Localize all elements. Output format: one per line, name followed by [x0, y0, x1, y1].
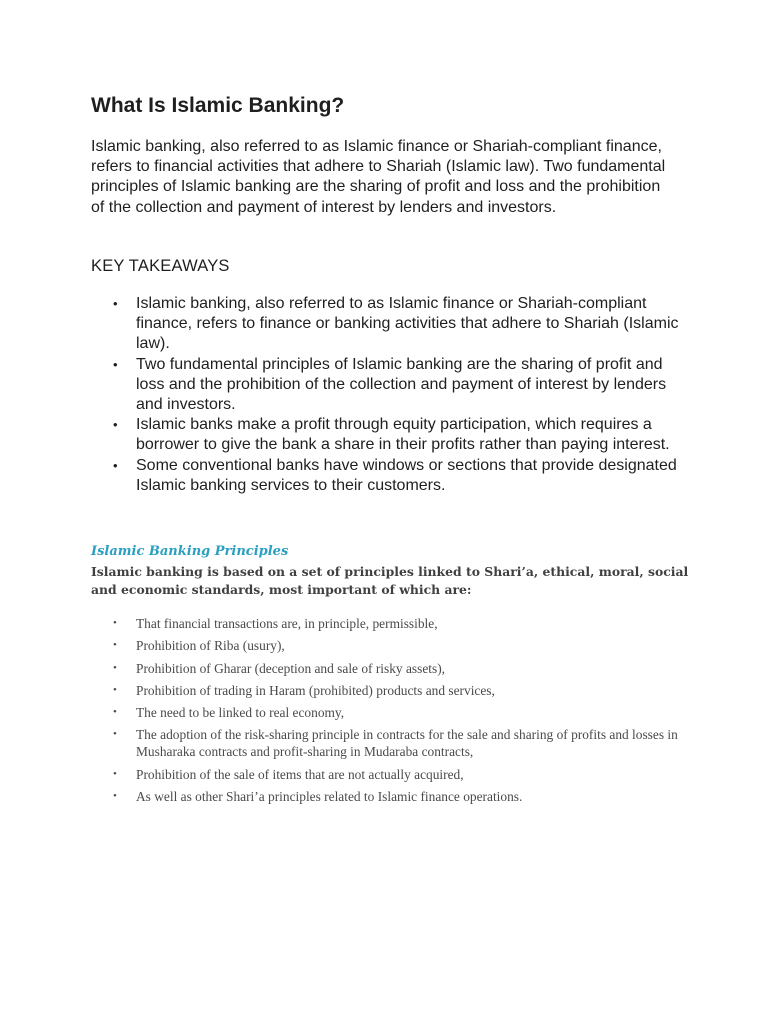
principles-list	[91, 615, 691, 810]
list-item-text: The need to be linked to real economy,	[136, 705, 345, 721]
list-item-text: The adoption of the risk-sharing principle in contracts for the sale and sharing of profits and losses in Musharaka contracts and profit-sharing in Mudaraba contracts,	[136, 727, 678, 760]
bullet-icon: •	[113, 706, 117, 719]
key-takeaways-heading: KEY TAKEAWAYS	[91, 257, 230, 275]
bullet-icon: •	[113, 457, 118, 473]
list-item	[91, 456, 686, 496]
bullet-icon: •	[113, 767, 117, 780]
bullet-icon: •	[113, 617, 117, 629]
list-item	[91, 415, 686, 455]
list-item	[91, 682, 691, 699]
list-item	[91, 355, 686, 416]
list-item-text: Prohibition of the sale of items that are not actually acquired,	[136, 766, 464, 782]
list-item-text: Islamic banks make a profit through equity participation, which requires a borrower to give the bank a share in their profits rather than paying interest.	[136, 416, 670, 454]
list-item	[91, 660, 691, 677]
bullet-icon: •	[113, 790, 117, 803]
list-item-text: That financial transactions are, in principle, permissible,	[136, 616, 438, 631]
list-item-text: Prohibition of Gharar (deception and sale of risky assets),	[136, 660, 446, 676]
key-takeaways-list	[91, 294, 686, 496]
list-item-text: Prohibition of trading in Haram (prohibited) products and services,	[136, 682, 495, 698]
principles-intro: Islamic banking is based on a set of principles linked to Shari’a, ethical, moral, social and economic standards, most important of which are:	[91, 564, 689, 597]
list-item	[91, 294, 686, 355]
intro-paragraph: Islamic banking, also referred to as Islamic finance or Shariah-compliant finance, refers to financial activities that adhere to Shariah (Islamic law). Two fundamental principles of Islamic banking are the sharing of profit and loss and the prohibition of the collection and payment of interest by lenders and investors.	[91, 138, 666, 216]
list-item	[91, 704, 691, 721]
list-item-text: Prohibition of Riba (usury),	[136, 638, 285, 654]
principles-heading: Islamic Banking Principles	[91, 544, 289, 559]
bullet-icon: •	[113, 417, 118, 433]
bullet-icon: •	[113, 639, 117, 652]
list-item-text: As well as other Shari’a principles related to Islamic finance operations.	[136, 789, 523, 805]
list-item	[91, 637, 691, 654]
bullet-icon: •	[113, 356, 118, 372]
list-item	[91, 788, 691, 805]
bullet-icon: •	[113, 296, 118, 311]
list-item-text: Some conventional banks have windows or sections that provide designated Islamic banking services to their customers.	[136, 456, 677, 494]
list-item-text: Two fundamental principles of Islamic banking are the sharing of profit and loss and the prohibition of the collection and payment of interest by lenders and investors.	[136, 355, 667, 414]
bullet-icon: •	[113, 728, 117, 741]
bullet-icon: •	[113, 683, 117, 696]
list-item-text: Islamic banking, also referred to as Islamic finance or Shariah-compliant finance, refers to finance or banking activities that adhere to Shariah (Islamic law).	[136, 295, 679, 353]
page-title: What Is Islamic Banking?	[91, 94, 345, 117]
bullet-icon: •	[113, 661, 117, 674]
list-item	[91, 726, 691, 760]
list-item	[91, 615, 691, 632]
list-item	[91, 766, 691, 783]
